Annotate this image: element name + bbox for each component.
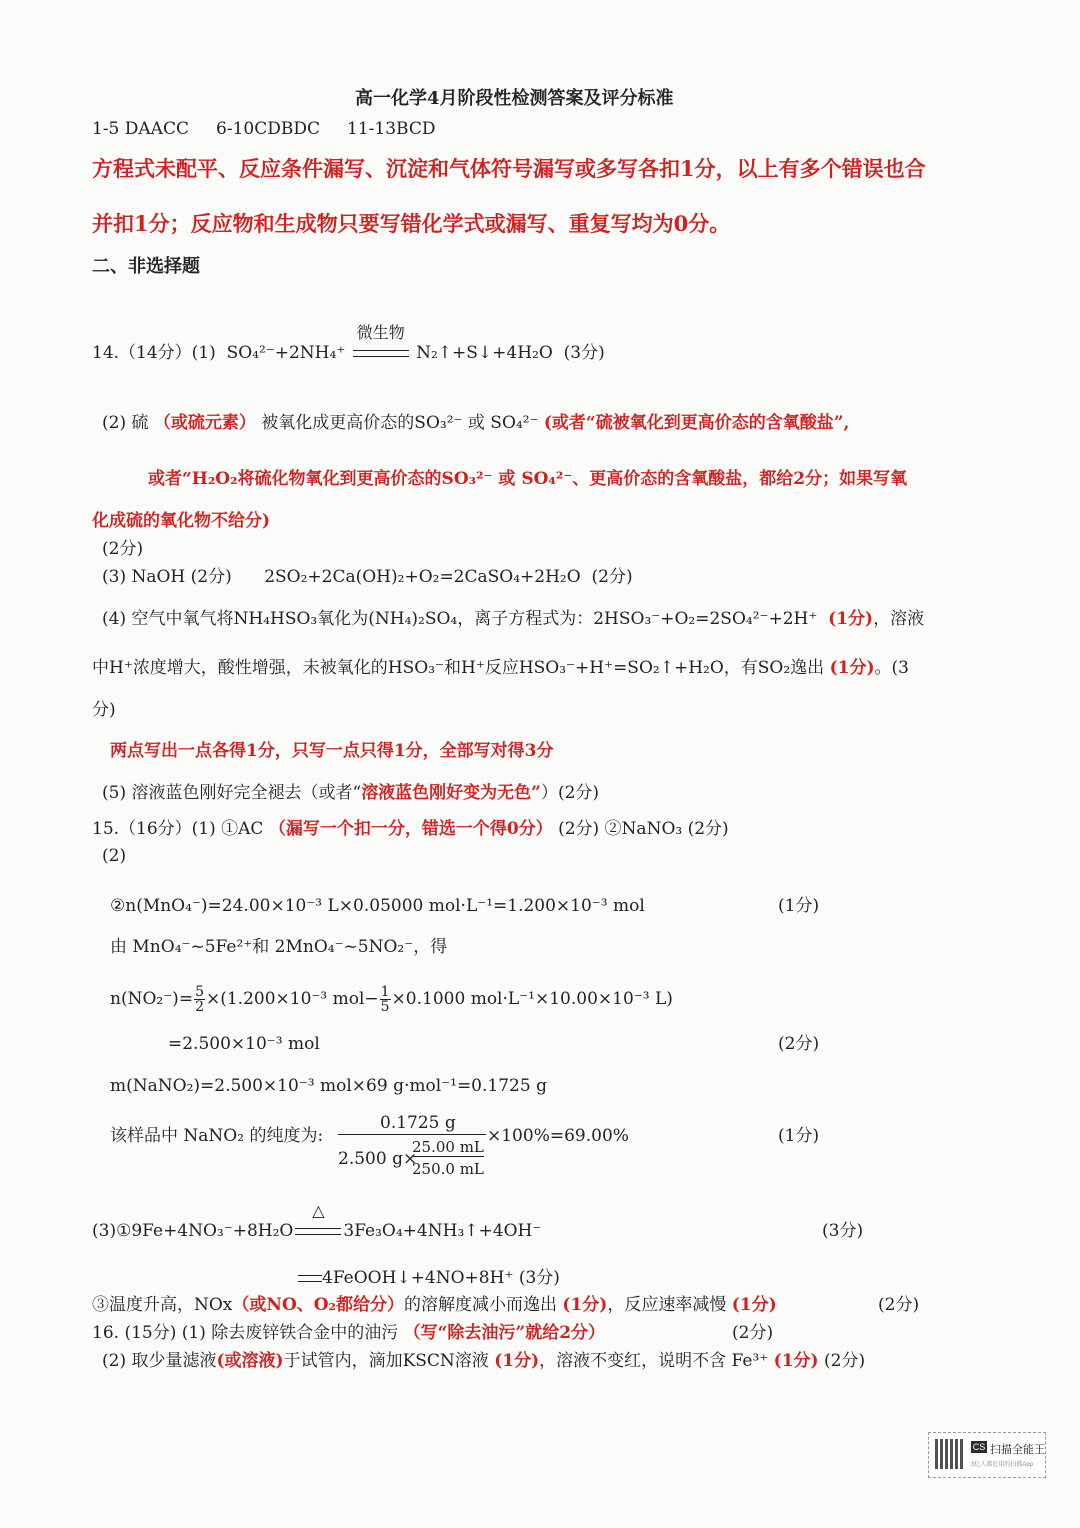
chem-hplus-b: H⁺ [461,658,485,678]
q14-p2-d: (或者“硫被氧化到更高价态的含氧酸盐”, [543,413,850,433]
q14-p2-g: 化成硫的氧化物不给分) [92,511,271,531]
double-bar-2 [298,1275,322,1282]
fraction-bar [338,1134,486,1135]
q14-p5-b: 溶液蓝色刚好变为无色” [361,783,541,803]
q15-p3-e: （或NO、O₂都给分） [232,1295,405,1315]
frac-den: 2 [195,999,204,1015]
chem-eq4b: HSO₃⁻+H⁺=SO₂↑+H₂O [518,658,724,678]
scoring-rule-2: 并扣1分；反应物和生成物只要写错化学式或漏写、重复写均为0分。 [92,211,731,236]
chem-so3: SO₃²⁻ [414,413,463,433]
mc-6-10: 6-10CDBDC [216,119,320,139]
q15-calc5: m(NaNO₂)=2.500×10⁻³ mol×69 g·mol⁻¹=0.1725 g [110,1076,547,1096]
page-title: 高一化学4月阶段性检测答案及评分标准 [355,88,674,109]
q15-rest1: (2分) ②NaNO₃ (2分) [558,819,729,839]
fraction-5-2 [194,985,205,1014]
q14-p4-j: ，有 [723,658,758,678]
heat-condition [295,1201,341,1242]
q15-part1 [92,818,729,840]
purity-den-den: 250.0 mL [412,1160,484,1178]
q14-p2-a: (2) 硫 [102,413,149,433]
q14-p4-l: (1分) [829,658,875,678]
q16-b: （写“除去油污”就给2分） [403,1323,606,1343]
purity-score: (1分) [778,1126,820,1146]
q15-calc3-c: ×0.1000 mol·L⁻¹×10.00×10⁻³ L) [391,989,673,1009]
q15-p3-f: 的溶解度减小而逸出 [404,1295,558,1315]
double-bar [353,350,409,357]
q14-head: 14.（14分）(1) [92,343,216,363]
q15-p3-c: 4FeOOH↓+4NO+8H⁺ (3分) [322,1268,560,1288]
q16-part2 [102,1350,865,1372]
q15-calc3-b: ×(1.200×10⁻³ mol− [205,989,379,1009]
q14-part4-line1 [102,608,924,630]
q16-d: (2) 取少量滤液 [102,1351,217,1371]
q16-i: (1分) [773,1351,819,1371]
purity-fraction [338,1112,486,1176]
q15-calc1: ②n(MnO₄⁻)=24.00×10⁻³ L×0.05000 mol·L⁻¹=1.200×10⁻³ mol [110,896,645,916]
scoring-rule-1: 方程式未配平、反应条件漏写、沉淀和气体符号漏写或多写各扣1分，以上有多个错误也合 [92,156,926,181]
q14-p4-f: 中 [92,658,109,678]
chem-hso3: HSO₃⁻ [387,658,445,678]
q14-part2-line2 [148,468,907,490]
q15-p3-a: (3)①9Fe+4NO₃⁻+8H₂O [92,1221,294,1241]
q15-p3-b: 3Fe₃O₄+4NH₃↑+4OH⁻ [343,1221,542,1241]
chem-fe3: Fe³⁺ [731,1351,769,1371]
q14-eq-right: N₂↑+S↓+4H₂O [416,343,553,363]
q14-part1 [92,323,605,364]
q15-part3-eq2 [92,1267,560,1289]
q15-note1: （漏写一个扣一分，错选一个得0分） [268,819,553,839]
q14-p4-note: 两点写出一点各得1分，只写一点只得1分，全部写对得3分 [110,741,554,761]
q14-p4-d: (1分) [828,609,874,629]
q14-p2-f: 、更高价态的含氧酸盐，都给2分；如果写氧 [572,469,908,489]
q15-calc2: 由 MnO₄⁻~5Fe²⁺和 2MnO₄⁻~5NO₂⁻，得 [110,937,448,957]
q15-head: 15.（16分）(1) ①AC [92,819,264,839]
purity-result: ×100%=69.00% [487,1126,629,1146]
fraction-bar-inner [412,1156,484,1157]
q15-calc4-score: (2分) [778,1034,820,1054]
q14-part3 [102,566,633,588]
q15-calc4: =2.500×10⁻³ mol [168,1034,320,1054]
condition-label: 微生物 [356,323,405,342]
q14-p3-a: (3) NaOH (2分) [102,567,232,587]
q14-p2-b: （或硫元素） [153,413,256,433]
scanner-badge [928,1432,1046,1478]
q15-p3-g: (1分) [562,1295,608,1315]
q14-part2-line1 [102,412,849,434]
q16-a: 16. (15分) (1) 除去废锌铁合金中的油污 [92,1323,399,1343]
q14-p4-n: 分) [92,700,116,720]
q14-p4-b: 氧化为 [317,609,369,629]
q14-p3-score: (2分) [591,567,633,587]
mc-answers [92,118,435,140]
q16-part1 [92,1322,605,1344]
chem-nh4hso3: NH₄HSO₃ [233,609,318,629]
chem-hplus: H⁺ [109,658,133,678]
purity-den-num: 25.00 mL [412,1138,484,1156]
q14-p2-c: 被氧化成更高价态的 [261,413,415,433]
frac-num: 5 [195,984,204,1000]
q14-p4-a: (4) 空气中氧气将 [102,609,234,629]
q15-part3-eq1 [92,1201,542,1242]
q14-p4-i: 反应 [484,658,519,678]
heat-label: △ [312,1201,325,1220]
chem-nh42so4: (NH₄)₂SO₄ [368,609,458,629]
q15-p3-j: (2分) [878,1295,920,1315]
q14-p2-score: (2分) [102,539,144,559]
q14-p2-e: 或者“H₂O₂将硫化物氧化到更高价态的 [148,469,442,489]
q16-g: (1分) [494,1351,540,1371]
q14-eq-left: SO₄²⁻+2NH₄⁺ [226,343,346,363]
q15-p3-i: (1分) [731,1295,777,1315]
cs-logo: CS [972,1442,986,1452]
q14-part5 [102,782,599,804]
q15-p3-score: (3分) [822,1221,864,1241]
section-heading: 二、非选择题 [92,256,200,277]
q14-p4-c: ，离子方程式为： [457,609,594,629]
q15-purity-label: 该样品中 NaNO₂ 的纯度为: [110,1126,324,1146]
chem-or: 或 [467,413,485,433]
badge-label: 扫描全能王 [990,1444,1045,1456]
purity-num: 0.1725 g [380,1113,456,1133]
fraction-1-5 [380,985,391,1014]
q15-calc1-score: (1分) [778,896,820,916]
mc-1-5: 1-5 DAACC [92,119,189,139]
double-bar-heat [295,1228,341,1235]
q15-calc3 [110,985,673,1014]
chem-so2: SO₂ [757,658,791,678]
q16-h: ，溶液不变红，说明不含 [539,1351,727,1371]
chem-or-b: 或 [498,469,516,489]
q14-p5-a: (5) 溶液蓝色刚好完全褪去（或者“ [102,783,362,803]
q14-p4-h: 和 [444,658,462,678]
q15-calc3-a: n(NO₂⁻)= [110,989,194,1009]
purity-den-a: 2.500 g× [338,1149,418,1169]
q14-p4-m: 。(3 [874,658,909,678]
q14-score1: (3分) [563,343,605,363]
chem-eq4: 2HSO₃⁻+O₂=2SO₄²⁻+2H⁺ [593,609,818,629]
frac-den-b: 5 [380,999,390,1015]
q15-p3-h: ，反应速率减慢 [607,1295,727,1315]
q16-j: (2分) [824,1351,866,1371]
q15-part3-line3 [92,1294,777,1316]
reaction-condition [353,323,409,364]
q14-p4-e: ，溶液 [873,609,925,629]
q14-part4-line2 [92,657,909,679]
chem-so3-b: SO₃²⁻ [441,469,493,489]
q15-p2-label: (2) [102,846,127,866]
q16-f: 于试管内，滴加KSCN溶液 [283,1351,489,1371]
q14-p4-g: 浓度增大，酸性增强，未被氧化的 [132,658,388,678]
frac-num-b: 1 [380,984,390,1000]
qr-code-icon [935,1439,965,1469]
q14-p5-c: ）(2分) [540,783,600,803]
chem-so4: SO₄²⁻ [490,413,539,433]
q15-p3-d: ③温度升高，NOx [92,1295,233,1315]
chem-so4-b: SO₄²⁻ [521,469,573,489]
badge-sub: 3亿人都在用的扫描App [971,1462,1034,1468]
q14-eq3: 2SO₂+2Ca(OH)₂+O₂=2CaSO₄+2H₂O [264,567,581,587]
mc-11-13: 11-13BCD [347,119,436,139]
q16-c: (2分) [732,1323,774,1343]
q16-e: (或溶液) [216,1351,284,1371]
q14-p4-k: 逸出 [790,658,825,678]
